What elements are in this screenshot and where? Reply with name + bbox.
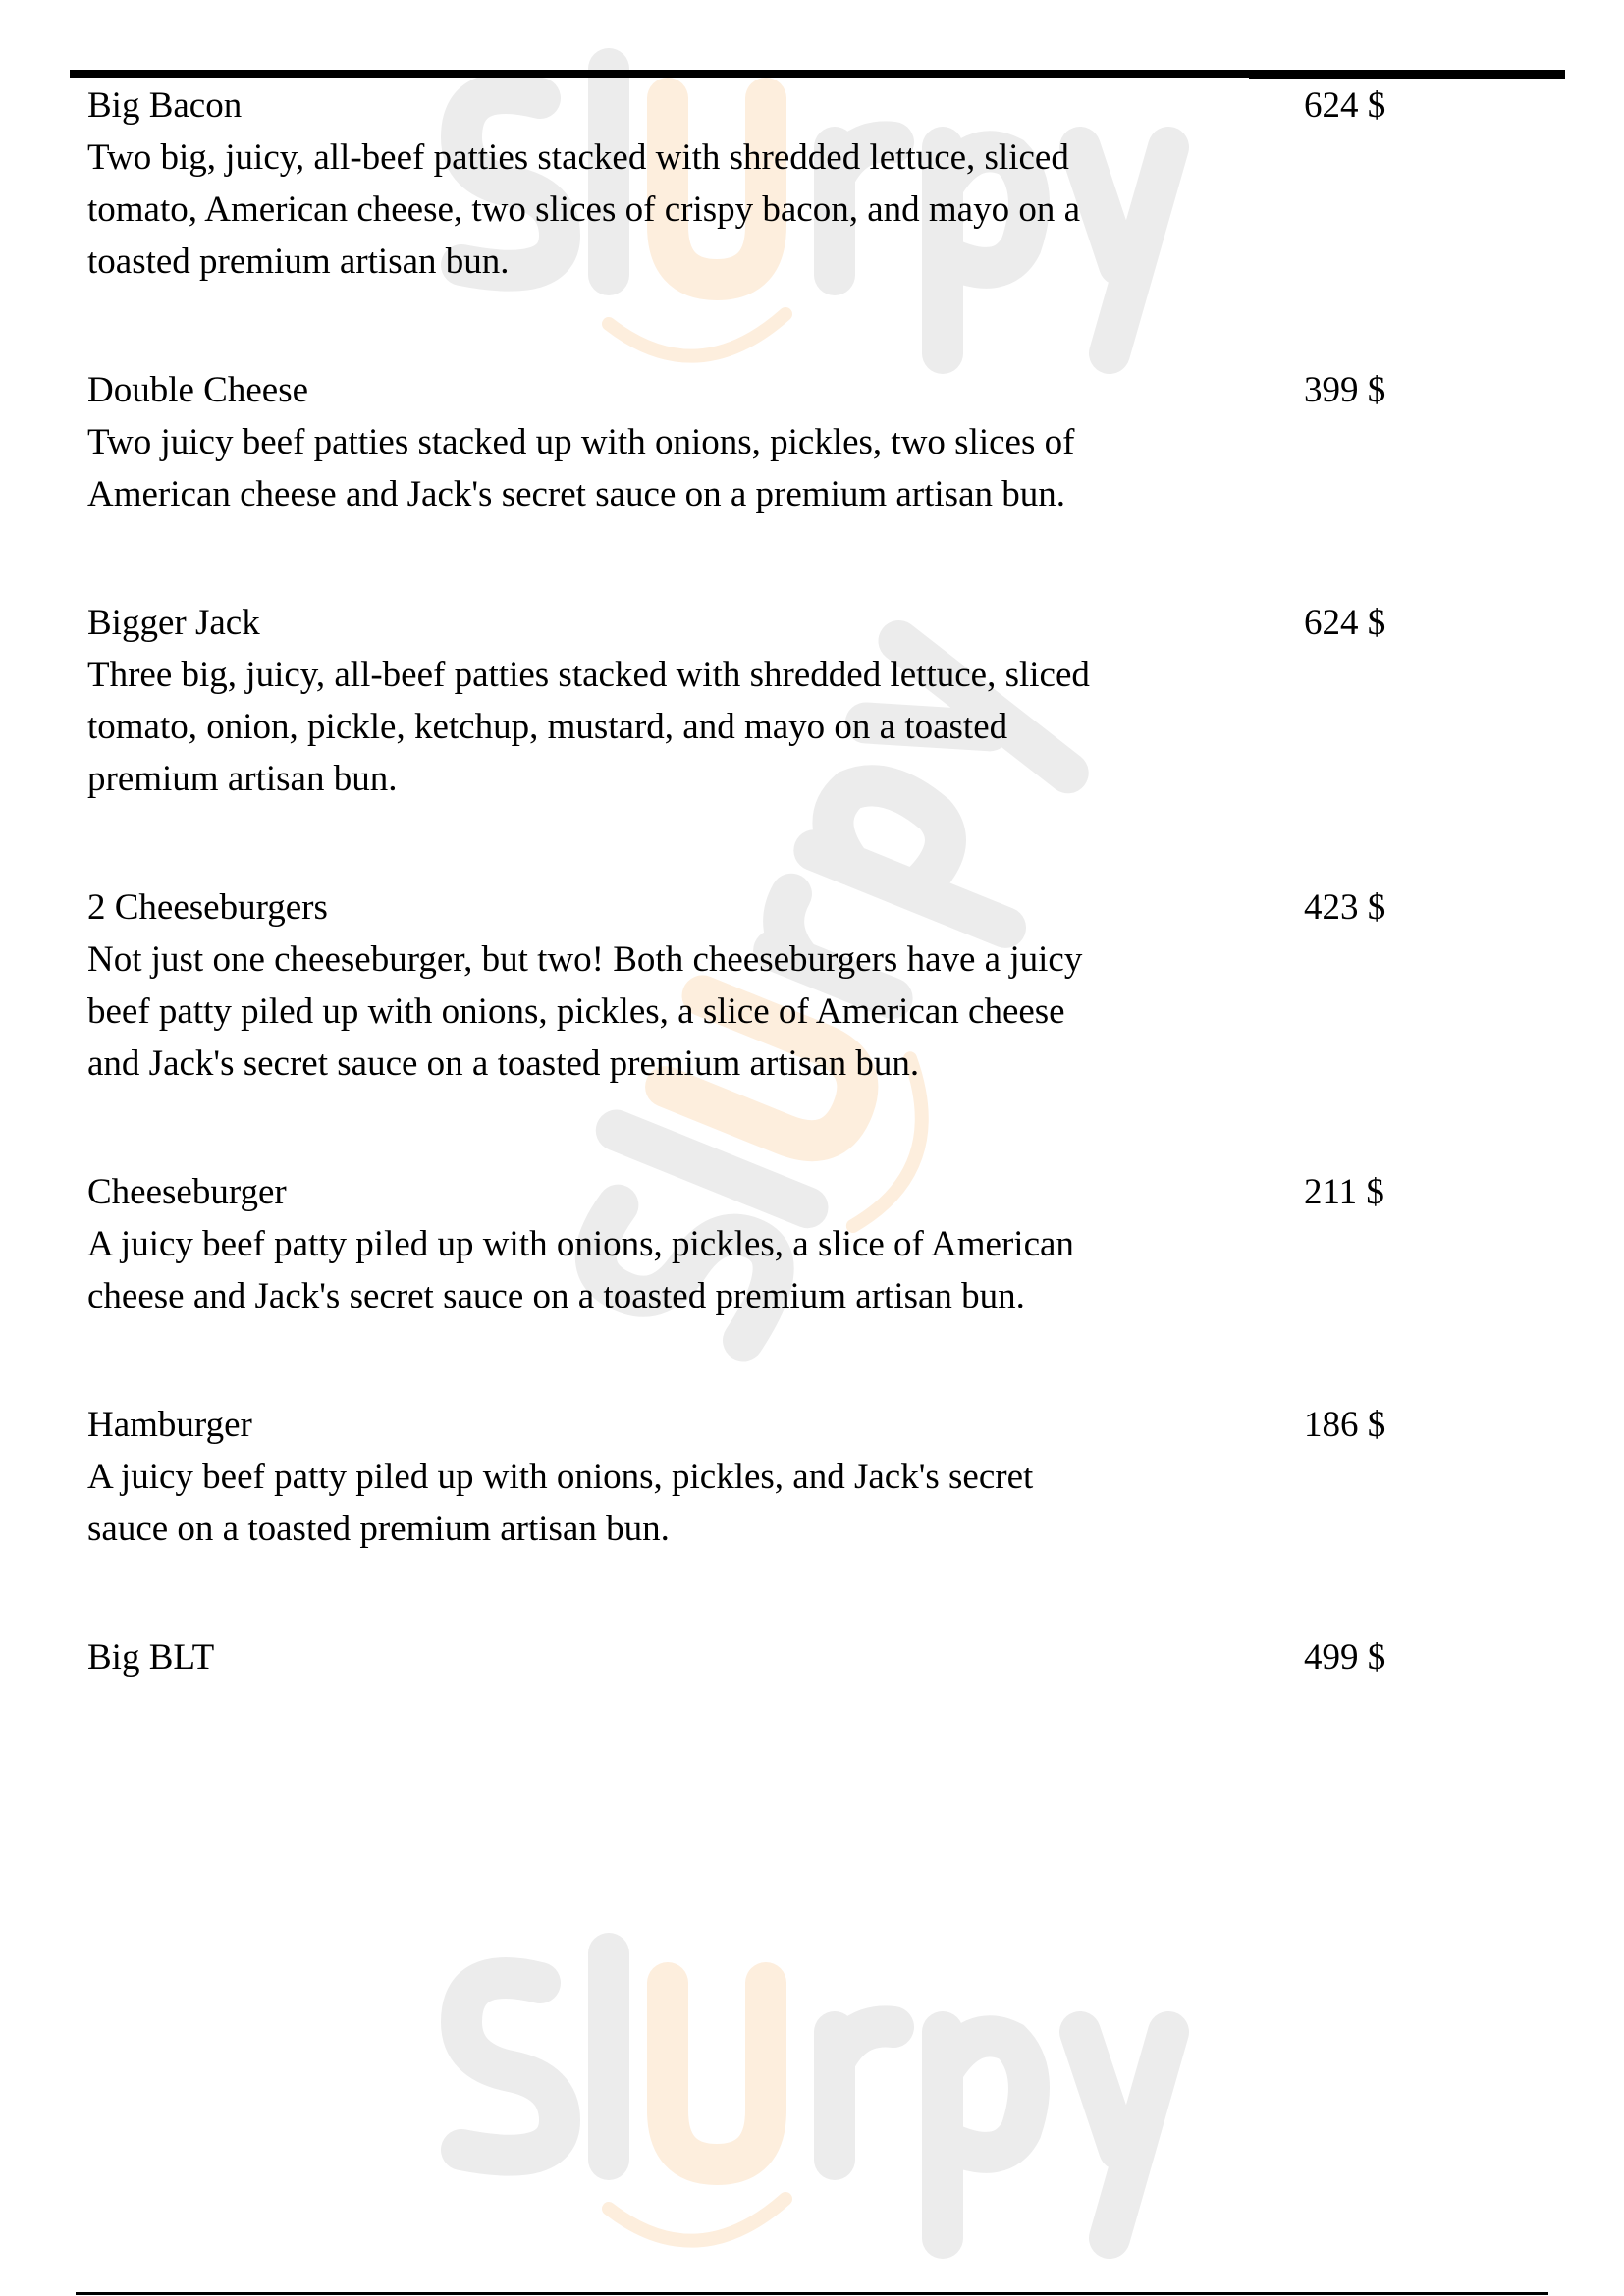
item-price: 624 $ bbox=[1304, 603, 1386, 643]
item-price: 211 $ bbox=[1304, 1172, 1384, 1212]
item-price: 186 $ bbox=[1304, 1405, 1386, 1445]
item-price: 499 $ bbox=[1304, 1637, 1386, 1678]
item-description-line: Two juicy beef patties stacked up with onions, pickles, two slices of bbox=[87, 422, 1075, 462]
item-name: 2 Cheeseburgers bbox=[87, 887, 328, 928]
top-divider bbox=[70, 70, 1249, 78]
item-name: Big BLT bbox=[87, 1637, 215, 1678]
menu-item bbox=[87, 597, 1560, 805]
menu-item bbox=[87, 881, 1560, 1090]
item-description-line: sauce on a toasted premium artisan bun. bbox=[87, 1509, 670, 1549]
item-description-line: beef patty piled up with onions, pickles, a slice of American cheese bbox=[87, 991, 1065, 1032]
item-description-line: toasted premium artisan bun. bbox=[87, 241, 510, 282]
menu-item bbox=[87, 1399, 1560, 1555]
item-price: 624 $ bbox=[1304, 85, 1386, 126]
watermark-bottom bbox=[422, 1924, 1227, 2263]
menu-item bbox=[87, 364, 1560, 520]
menu-item bbox=[87, 1631, 1560, 1683]
item-description-line: cheese and Jack's secret sauce on a toasted premium artisan bun. bbox=[87, 1276, 1025, 1316]
item-name: Cheeseburger bbox=[87, 1172, 287, 1212]
item-description-line: Two big, juicy, all-beef patties stacked with shredded lettuce, sliced bbox=[87, 137, 1069, 178]
item-description-line: tomato, American cheese, two slices of crispy bacon, and mayo on a bbox=[87, 189, 1081, 230]
menu-list bbox=[87, 80, 1560, 1760]
item-name: Big Bacon bbox=[87, 85, 243, 126]
item-description-line: Not just one cheeseburger, but two! Both cheeseburgers have a juicy bbox=[87, 939, 1083, 980]
top-divider-right bbox=[1249, 70, 1565, 79]
slurpy-logo-watermark bbox=[422, 1924, 1227, 2258]
item-description-line: A juicy beef patty piled up with onions, pickles, a slice of American bbox=[87, 1224, 1074, 1264]
item-description-line: American cheese and Jack's secret sauce on a premium artisan bun. bbox=[87, 474, 1066, 514]
item-description-line: Three big, juicy, all-beef patties stacked with shredded lettuce, sliced bbox=[87, 655, 1090, 695]
item-price: 423 $ bbox=[1304, 887, 1386, 928]
menu-item bbox=[87, 80, 1560, 288]
item-name: Double Cheese bbox=[87, 370, 309, 410]
item-description-line: A juicy beef patty piled up with onions, pickles, and Jack's secret bbox=[87, 1457, 1034, 1497]
bottom-divider bbox=[76, 2292, 1548, 2295]
item-description-line: tomato, onion, pickle, ketchup, mustard, and mayo on a toasted bbox=[87, 707, 1008, 747]
item-description-line: and Jack's secret sauce on a toasted premium artisan bun. bbox=[87, 1043, 920, 1084]
menu-item bbox=[87, 1166, 1560, 1322]
item-name: Hamburger bbox=[87, 1405, 252, 1445]
item-description-line: premium artisan bun. bbox=[87, 759, 398, 799]
item-name: Bigger Jack bbox=[87, 603, 260, 643]
item-price: 399 $ bbox=[1304, 370, 1386, 410]
